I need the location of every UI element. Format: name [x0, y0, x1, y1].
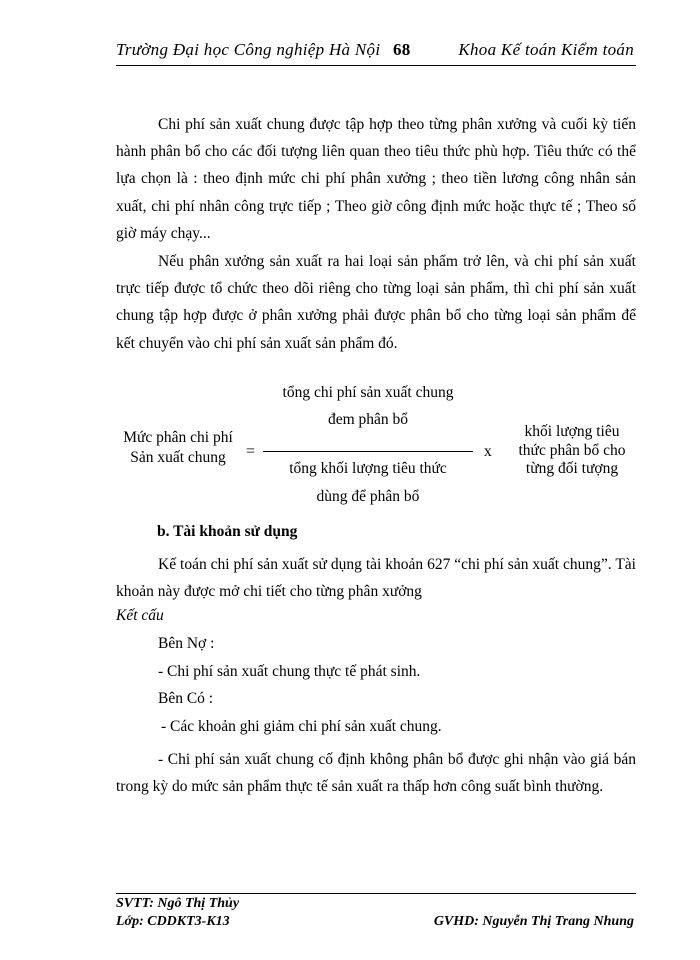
- formula-rhs-line2: thức phân bổ cho: [518, 441, 626, 459]
- page-number: 68: [392, 40, 411, 59]
- credit-item-1: - Các khoản ghi giảm chi phí sản xuất chung.: [161, 718, 442, 735]
- debit-item-1: - Chi phí sản xuất chung thực tế phát sinh.: [158, 663, 421, 680]
- header-department: Khoa Kế toán Kiểm toán: [458, 40, 634, 59]
- paragraph-2: Nếu phân xưởng sản xuất ra hai loại sản phẩm trở lên, và chi phí sản xuất trực tiếp được tổ chức theo dõi riêng cho từng loại sản phẩm, thì chi phí sản xuất chung tập hợp được ở phân xưởng phải được phân bổ cho từng loại sản phẩm để kết chuyển vào chi phí sản xuất sản phẩm đó.: [116, 253, 636, 352]
- formula-equals: =: [246, 443, 256, 460]
- formula-numerator-line1: tổng chi phí sản xuất chung: [282, 384, 454, 401]
- footer-rule: [116, 893, 636, 894]
- formula-rhs-line3: từng đối tượng: [525, 460, 619, 477]
- formula-numerator-line2: đem phân bổ: [327, 411, 409, 428]
- footer-student: SVTT: Ngô Thị Thủy: [116, 896, 240, 911]
- paragraph-3: Kế toán chi phí sản xuất sử dụng tài khoản 627 “chi phí sản xuất chung”. Tài khoản này được mở chi tiết cho từng phân xưởng: [116, 556, 636, 601]
- structure-heading: Kết cấu: [116, 607, 164, 624]
- footer-supervisor: GVHD: Nguyễn Thị Trang Nhung: [433, 914, 634, 929]
- formula-lhs: [108, 428, 248, 468]
- formula-times: x: [484, 443, 492, 460]
- debit-side-label: Bên Nợ :: [158, 635, 215, 652]
- formula-lhs-line1: Mức phân chi phí: [123, 429, 233, 446]
- formula-denominator-line2: dùng để phân bổ: [316, 488, 420, 505]
- credit-item-2: - Chi phí sản xuất chung cố định không phân bổ được ghi nhận vào giá bán trong kỳ do mức sản phẩm thực tế sản xuất ra thấp hơn công suất bình thường.: [116, 751, 636, 796]
- formula-rhs-line1: khối lượng tiêu: [524, 423, 620, 440]
- fraction-bar: [263, 451, 473, 452]
- section-heading: b. Tài khoản sử dụng: [157, 523, 298, 540]
- formula-rhs: [502, 423, 642, 479]
- formula-denominator-line1: tổng khối lượng tiêu thức: [289, 460, 447, 477]
- formula-lhs-line2: Sản xuất chung: [130, 449, 226, 466]
- header-rule: [116, 65, 636, 66]
- header-school-name: Trường Đại học Công nghiệp Hà Nội: [116, 40, 381, 59]
- header-left: [116, 40, 411, 60]
- paragraph-1: Chi phí sản xuất chung được tập hợp theo từng phân xưởng và cuối kỳ tiến hành phân bổ cho các đối tượng liên quan theo tiêu thức phù hợp. Tiêu thức có thể lựa chọn là : theo định mức chi phí phân xưởng ; theo tiền lương công nhân sản xuất, chi phí nhân công trực tiếp ; Theo giờ công định mức hoặc thực tế ; Theo số giờ máy chạy...: [116, 116, 636, 242]
- footer-class: Lớp: CDDKT3-K13: [116, 914, 230, 929]
- credit-side-label: Bên Có :: [158, 690, 214, 707]
